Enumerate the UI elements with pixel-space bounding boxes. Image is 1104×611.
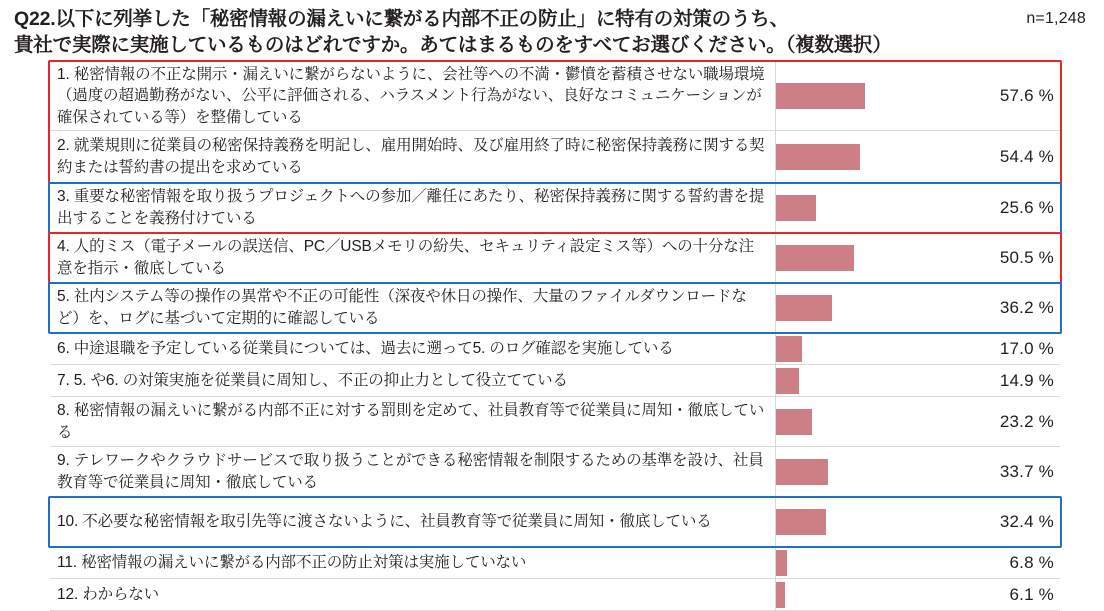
bar-cell xyxy=(775,365,965,396)
value-label: 23.2 % xyxy=(999,411,1054,431)
bar xyxy=(776,582,785,608)
value-label: 14.9 % xyxy=(999,370,1054,390)
table-row xyxy=(50,233,1060,283)
option-label: 5. 社内システム等の操作の異常や不正の可能性（深夜や休日の操作、大量のファイルダウンロードなど）を、ログに基づいて定期的に確認している xyxy=(57,288,747,327)
value-label: 25.6 % xyxy=(999,197,1054,217)
bar xyxy=(776,295,832,321)
bar xyxy=(776,245,854,271)
table-row xyxy=(50,579,1060,611)
value-label: 57.6 % xyxy=(999,86,1054,105)
option-label: 1. 秘密情報の不正な開示・漏えいに繋がらないように、会社等への不満・鬱憤を蓄積させない職場環境（過度の超過勤務がない、公平に評価される、ハラスメント行為がない、良好なコミュニケーションが確保されている等）を整備している xyxy=(57,66,765,126)
value-label: 6.8 % xyxy=(1009,552,1054,572)
bar-cell xyxy=(775,579,965,610)
bar xyxy=(776,368,799,394)
table-row xyxy=(50,283,1060,333)
table-row xyxy=(50,183,1060,233)
value-label: 36.2 % xyxy=(999,297,1054,317)
question-title xyxy=(14,6,1044,58)
bar-cell xyxy=(775,183,965,232)
bar xyxy=(776,336,802,362)
option-label: 3. 重要な秘密情報を取り扱うプロジェクトへの参加／離任にあたり、秘密保持義務に関する誓約書を提出することを義務付けている xyxy=(57,188,765,227)
bar-cell xyxy=(775,447,965,496)
bar xyxy=(776,195,816,221)
bar-chart xyxy=(50,61,1060,611)
value-label: 50.5 % xyxy=(999,247,1054,267)
table-row xyxy=(50,333,1060,365)
bar-cell xyxy=(775,233,965,282)
table-row xyxy=(50,61,1060,131)
bar xyxy=(776,409,812,435)
table-row xyxy=(50,447,1060,497)
option-label: 11. 秘密情報の漏えいに繋がる内部不正の防止対策は実施していない xyxy=(57,553,527,571)
bar xyxy=(776,459,828,485)
option-label: 2. 就業規則に従業員の秘密保持義務を明記し、雇用開始時、及び雇用終了時に秘密保持義務に関する契約または誓約書の提出を求めている xyxy=(57,137,765,176)
option-label: 12. わからない xyxy=(57,585,160,603)
value-label: 33.7 % xyxy=(999,461,1054,481)
sample-size-label: n=1,248 xyxy=(1026,10,1086,27)
bar xyxy=(776,144,860,170)
question-title-line1: Q22.以下に列挙した「秘密情報の漏えいに繋がる内部不正の防止」に特有の対策のうち、 xyxy=(14,8,789,30)
table-row xyxy=(50,131,1060,183)
bar-cell xyxy=(775,547,965,578)
bar xyxy=(776,550,787,576)
bar-cell xyxy=(775,397,965,446)
bar-cell xyxy=(775,497,965,546)
table-row xyxy=(50,397,1060,447)
value-label: 17.0 % xyxy=(999,338,1054,358)
table-row xyxy=(50,365,1060,397)
bar-cell xyxy=(775,333,965,364)
option-label: 10. 不必要な秘密情報を取引先等に渡さないように、社員教育等で従業員に周知・徹底している xyxy=(57,512,712,530)
bar-cell xyxy=(775,283,965,332)
bar xyxy=(776,509,826,535)
option-label: 9. テレワークやクラウドサービスで取り扱うことができる秘密情報を制限するための基準を設け、社員教育等で従業員に周知・徹底している xyxy=(57,452,764,491)
option-label: 8. 秘密情報の漏えいに繋がる内部不正に対する罰則を定めて、社員教育等で従業員に周知・徹底している xyxy=(57,402,765,441)
value-label: 6.1 % xyxy=(1009,584,1054,604)
option-label: 7. 5. や6. の対策実施を従業員に周知し、不正の抑止力として役立てている xyxy=(57,371,568,389)
value-label: 32.4 % xyxy=(999,511,1054,531)
question-title-line2: 貴社で実際に実施しているものはどれですか。あてはまるものをすべてお選びください。（複数選択） xyxy=(14,34,892,57)
option-label: 4. 人的ミス（電子メールの誤送信、PC／USBメモリの紛失、セキュリティ設定ミス等）への十分な注意を指示・徹底している xyxy=(57,238,754,277)
table-row xyxy=(50,547,1060,579)
bar-cell xyxy=(775,131,965,182)
bar-cell xyxy=(775,62,965,130)
value-label: 54.4 % xyxy=(999,146,1054,166)
option-label: 6. 中途退職を予定している従業員については、過去に遡って5. のログ確認を実施している xyxy=(57,339,674,357)
bar xyxy=(776,83,865,109)
table-row xyxy=(50,497,1060,547)
